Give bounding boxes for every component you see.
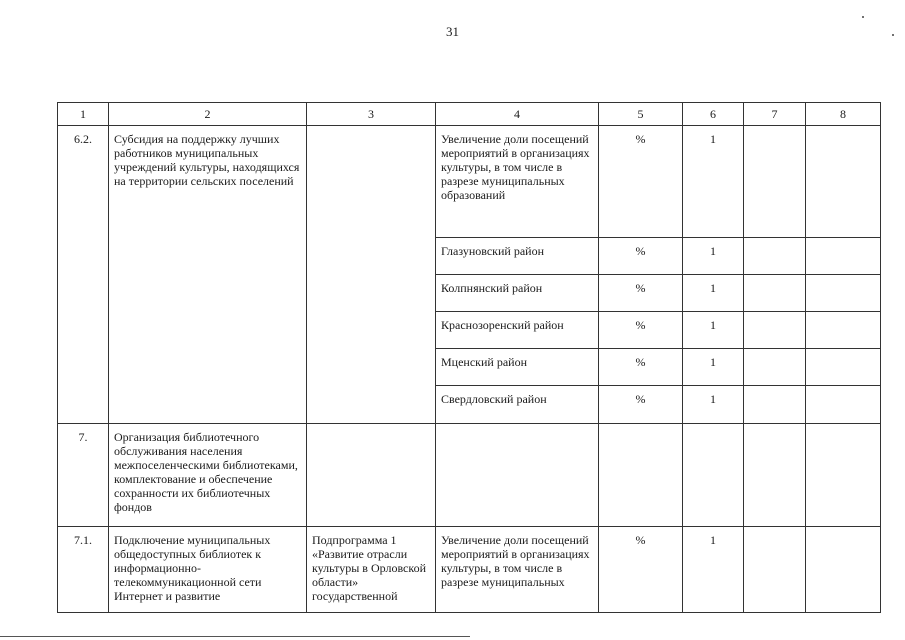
value-cell: 1 xyxy=(683,312,744,349)
program-name xyxy=(307,126,436,424)
program-name: Подпрограмма 1 «Развитие отрасли культуры в Орловской области» государственной xyxy=(307,527,436,613)
value-cell: 1 xyxy=(683,349,744,386)
header-cell: 5 xyxy=(599,103,683,126)
page-cut-line xyxy=(0,636,470,637)
indicator-name: Свердловский район xyxy=(436,386,599,424)
indicator-name: Увеличение доли посещений мероприятий в организациях культуры, в том числе в разрезе муниципальных образований xyxy=(436,126,599,238)
cell-col7 xyxy=(744,527,806,613)
program-name xyxy=(307,424,436,527)
cell-col7 xyxy=(744,275,806,312)
cell-col7 xyxy=(744,349,806,386)
header-cell: 4 xyxy=(436,103,599,126)
unit-cell: % xyxy=(599,349,683,386)
cell-col8 xyxy=(806,424,881,527)
scan-speck xyxy=(892,34,894,36)
scan-speck xyxy=(862,16,864,18)
row-number: 7.1. xyxy=(58,527,109,613)
indicator-name: Мценский район xyxy=(436,349,599,386)
value-cell: 1 xyxy=(683,238,744,275)
value-cell xyxy=(683,424,744,527)
indicator-name xyxy=(436,424,599,527)
cell-col8 xyxy=(806,386,881,424)
table-row xyxy=(58,527,881,613)
unit-cell: % xyxy=(599,275,683,312)
cell-col7 xyxy=(744,238,806,275)
row-number: 6.2. xyxy=(58,126,109,424)
cell-col8 xyxy=(806,275,881,312)
value-cell: 1 xyxy=(683,126,744,238)
value-cell: 1 xyxy=(683,527,744,613)
cell-col8 xyxy=(806,238,881,275)
cell-col8 xyxy=(806,312,881,349)
indicator-name: Колпнянский район xyxy=(436,275,599,312)
unit-cell xyxy=(599,424,683,527)
header-row xyxy=(58,103,881,126)
header-cell: 3 xyxy=(307,103,436,126)
value-cell: 1 xyxy=(683,386,744,424)
indicator-name: Глазуновский район xyxy=(436,238,599,275)
value-cell: 1 xyxy=(683,275,744,312)
unit-cell: % xyxy=(599,527,683,613)
indicator-name: Краснозоренский район xyxy=(436,312,599,349)
table-row xyxy=(58,126,881,238)
measure-name: Субсидия на поддержку лучших работников муниципальных учреждений культуры, находящихся на территории сельских поселений xyxy=(109,126,307,424)
unit-cell: % xyxy=(599,386,683,424)
page-number: 31 xyxy=(446,24,459,39)
row-number: 7. xyxy=(58,424,109,527)
cell-col8 xyxy=(806,126,881,238)
cell-col7 xyxy=(744,424,806,527)
unit-cell: % xyxy=(599,312,683,349)
cell-col7 xyxy=(744,312,806,349)
table-row xyxy=(58,424,881,527)
header-cell: 1 xyxy=(58,103,109,126)
unit-cell: % xyxy=(599,238,683,275)
cell-col8 xyxy=(806,527,881,613)
measure-name: Подключение муниципальных общедоступных библиотек к информационно-телекоммуникационной сети Интернет и развитие xyxy=(109,527,307,613)
header-cell: 7 xyxy=(744,103,806,126)
indicator-table xyxy=(57,102,881,613)
measure-name: Организация библиотечного обслуживания населения межпоселенческими библиотеками, комплектование и обеспечение сохранности их библиотечных фондов xyxy=(109,424,307,527)
header-cell: 2 xyxy=(109,103,307,126)
cell-col8 xyxy=(806,349,881,386)
cell-col7 xyxy=(744,126,806,238)
unit-cell: % xyxy=(599,126,683,238)
header-cell: 6 xyxy=(683,103,744,126)
cell-col7 xyxy=(744,386,806,424)
indicator-name: Увеличение доли посещений мероприятий в организациях культуры, в том числе в разрезе муниципальных xyxy=(436,527,599,613)
header-cell: 8 xyxy=(806,103,881,126)
